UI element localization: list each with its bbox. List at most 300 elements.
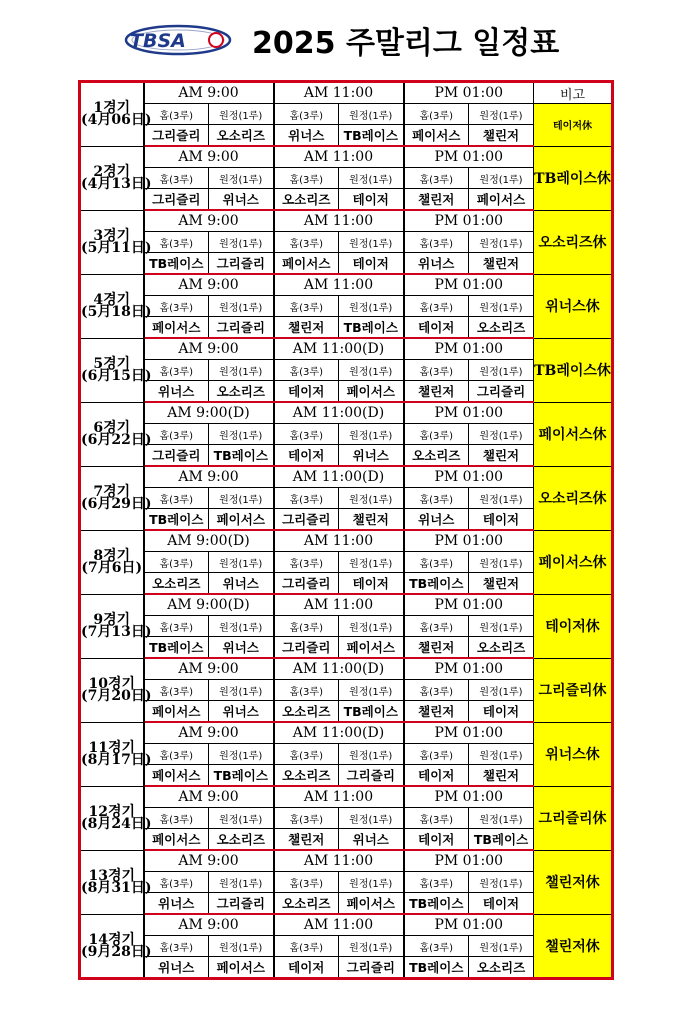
game-label xyxy=(80,274,152,338)
away-team: TB레이스 xyxy=(209,445,274,467)
time-slot: PM 01:00 xyxy=(404,210,534,232)
home-side-label: 홈(3루) xyxy=(404,360,469,381)
time-slot: PM 01:00 xyxy=(404,594,534,616)
game-6-side-row xyxy=(80,424,613,445)
home-side-label: 홈(3루) xyxy=(404,104,469,125)
time-slot: AM 9:00 xyxy=(144,338,274,360)
away-side-label: 원정(1루) xyxy=(339,488,404,509)
game-7-team-row xyxy=(80,509,613,531)
game-1-team-row xyxy=(80,125,613,147)
away-team: 페이서스 xyxy=(339,381,404,403)
away-side-label: 원정(1루) xyxy=(469,168,534,189)
game-round: 3경기 xyxy=(93,228,131,244)
away-side-label: 원정(1루) xyxy=(469,488,534,509)
rest-team-note: 그리즐리休 xyxy=(534,786,613,850)
home-team: 위너스 xyxy=(274,125,339,147)
away-team: TB레이스 xyxy=(209,765,274,787)
away-side-label: 원정(1루) xyxy=(469,104,534,125)
game-label xyxy=(80,850,152,914)
home-team: 위너스 xyxy=(144,381,209,403)
home-team: 오소리즈 xyxy=(274,701,339,723)
game-round: 6경기 xyxy=(93,420,131,436)
home-side-label: 홈(3루) xyxy=(274,488,339,509)
game-label xyxy=(80,146,152,210)
game-label xyxy=(80,722,152,786)
game-7-time-row xyxy=(80,466,613,488)
home-side-label: 홈(3루) xyxy=(274,296,339,317)
home-team: 그리즐리 xyxy=(274,509,339,531)
time-slot: AM 9:00 xyxy=(144,146,274,168)
time-slot: AM 9:00 xyxy=(144,82,274,104)
away-side-label: 원정(1루) xyxy=(469,232,534,253)
home-side-label: 홈(3루) xyxy=(144,360,209,381)
home-side-label: 홈(3루) xyxy=(274,104,339,125)
rest-team-note: 챌린저休 xyxy=(534,914,613,979)
rest-team-note: 위너스休 xyxy=(534,722,613,786)
game-date: (8月31日) xyxy=(81,880,152,896)
page-title: 2025 주말리그 일정표 xyxy=(252,26,560,61)
home-side-label: 홈(3루) xyxy=(144,936,209,957)
home-team: 오소리즈 xyxy=(274,765,339,787)
home-side-label: 홈(3루) xyxy=(404,872,469,893)
home-team: 그리즐리 xyxy=(144,189,209,211)
time-slot: AM 9:00 xyxy=(144,786,274,808)
time-slot: PM 01:00 xyxy=(404,786,534,808)
game-round: 5경기 xyxy=(93,356,131,372)
away-side-label: 원정(1루) xyxy=(209,744,274,765)
game-round: 8경기 xyxy=(93,548,131,564)
home-side-label: 홈(3루) xyxy=(404,680,469,701)
game-round: 10경기 xyxy=(88,676,136,692)
game-date: (6月15日) xyxy=(81,368,152,384)
away-team: TB레이스 xyxy=(339,317,404,339)
home-side-label: 홈(3루) xyxy=(144,296,209,317)
time-slot: AM 9:00 xyxy=(144,722,274,744)
game-3-time-row xyxy=(80,210,613,232)
away-team: 챌린저 xyxy=(469,253,534,275)
game-date: (7月13日) xyxy=(81,624,152,640)
away-team: 테이저 xyxy=(339,253,404,275)
rest-team-note: 챌린저休 xyxy=(534,850,613,914)
home-team: 챌린저 xyxy=(274,829,339,851)
game-14-team-row xyxy=(80,957,613,979)
away-side-label: 원정(1루) xyxy=(209,680,274,701)
away-team: 위너스 xyxy=(339,445,404,467)
game-date: (8月17日) xyxy=(81,752,152,768)
time-slot: AM 11:00 xyxy=(274,82,404,104)
game-3-side-row xyxy=(80,232,613,253)
home-side-label: 홈(3루) xyxy=(274,232,339,253)
game-date: (9月28日) xyxy=(81,943,152,960)
home-side-label: 홈(3루) xyxy=(404,232,469,253)
away-team: TB레이스 xyxy=(469,829,534,851)
home-team: 페이서스 xyxy=(404,125,469,147)
away-team: 테이저 xyxy=(469,509,534,531)
game-13-team-row xyxy=(80,893,613,915)
time-slot: AM 9:00 xyxy=(144,658,274,680)
away-side-label: 원정(1루) xyxy=(339,424,404,445)
game-14-time-row xyxy=(80,914,613,936)
game-1-side-row xyxy=(80,104,613,125)
game-11-team-row xyxy=(80,765,613,787)
away-side-label: 원정(1루) xyxy=(209,360,274,381)
time-slot: AM 9:00(D) xyxy=(144,402,274,424)
away-side-label: 원정(1루) xyxy=(339,296,404,317)
game-8-team-row xyxy=(80,573,613,595)
game-label xyxy=(80,402,152,466)
time-slot: PM 01:00 xyxy=(404,338,534,360)
away-side-label: 원정(1루) xyxy=(209,232,274,253)
game-4-team-row xyxy=(80,317,613,339)
home-team: 테이저 xyxy=(404,765,469,787)
time-slot: PM 01:00 xyxy=(404,850,534,872)
time-slot: AM 9:00(D) xyxy=(144,530,274,552)
game-round: 7경기 xyxy=(93,484,131,500)
away-side-label: 원정(1루) xyxy=(209,168,274,189)
away-side-label: 원정(1루) xyxy=(209,616,274,637)
home-team: 챌린저 xyxy=(404,381,469,403)
home-team: 그리즐리 xyxy=(144,445,209,467)
away-team: 페이서스 xyxy=(209,957,274,979)
game-label xyxy=(80,210,152,274)
home-side-label: 홈(3루) xyxy=(404,744,469,765)
away-side-label: 원정(1루) xyxy=(469,744,534,765)
game-4-time-row xyxy=(80,274,613,296)
away-side-label: 원정(1루) xyxy=(339,872,404,893)
away-team: 챌린저 xyxy=(339,509,404,531)
home-team: TB레이스 xyxy=(404,893,469,915)
away-team: 위너스 xyxy=(339,829,404,851)
away-side-label: 원정(1루) xyxy=(339,936,404,957)
game-label xyxy=(80,466,152,530)
home-side-label: 홈(3루) xyxy=(274,424,339,445)
away-team: 테이저 xyxy=(339,189,404,211)
away-team: 챌린저 xyxy=(469,765,534,787)
game-14-side-row xyxy=(80,936,613,957)
time-slot: AM 11:00(D) xyxy=(274,338,404,360)
time-slot: PM 01:00 xyxy=(404,402,534,424)
away-team: TB레이스 xyxy=(339,125,404,147)
home-team: TB레이스 xyxy=(144,509,209,531)
home-team: 페이서스 xyxy=(144,765,209,787)
home-side-label: 홈(3루) xyxy=(404,168,469,189)
rest-team-note: 오소리즈休 xyxy=(534,210,613,274)
rest-team-note: 그리즐리休 xyxy=(534,658,613,722)
away-team: 오소리즈 xyxy=(209,829,274,851)
away-team: 그리즐리 xyxy=(209,893,274,915)
game-2-time-row xyxy=(80,146,613,168)
home-team: 테이저 xyxy=(274,381,339,403)
home-team: 페이서스 xyxy=(274,253,339,275)
game-9-side-row xyxy=(80,616,613,637)
game-12-side-row xyxy=(80,808,613,829)
game-13-time-row xyxy=(80,850,613,872)
away-team: 그리즐리 xyxy=(209,253,274,275)
game-label xyxy=(80,594,152,658)
game-date: (8月24日) xyxy=(81,816,152,832)
home-team: TB레이스 xyxy=(404,573,469,595)
game-2-side-row xyxy=(80,168,613,189)
away-side-label: 원정(1루) xyxy=(469,424,534,445)
away-side-label: 원정(1루) xyxy=(209,296,274,317)
away-team: TB레이스 xyxy=(339,701,404,723)
game-label xyxy=(80,914,152,979)
game-date: (6月22日) xyxy=(81,432,152,448)
home-side-label: 홈(3루) xyxy=(404,616,469,637)
away-side-label: 원정(1루) xyxy=(339,360,404,381)
home-side-label: 홈(3루) xyxy=(404,296,469,317)
game-8-side-row xyxy=(80,552,613,573)
game-4-side-row xyxy=(80,296,613,317)
home-side-label: 홈(3루) xyxy=(144,808,209,829)
home-team: 테이저 xyxy=(404,829,469,851)
home-team: 페이서스 xyxy=(144,317,209,339)
game-10-time-row xyxy=(80,658,613,680)
game-9-team-row xyxy=(80,637,613,659)
home-side-label: 홈(3루) xyxy=(274,616,339,637)
rest-team-note: TB레이스休 xyxy=(534,338,613,402)
away-side-label: 원정(1루) xyxy=(469,616,534,637)
game-round: 1경기 xyxy=(93,100,131,117)
game-1-time-row xyxy=(80,82,613,104)
logo-text: TBSA xyxy=(130,30,186,52)
home-side-label: 홈(3루) xyxy=(404,552,469,573)
page-header xyxy=(0,0,700,78)
time-slot: AM 9:00 xyxy=(144,466,274,488)
time-slot: AM 11:00(D) xyxy=(274,402,404,424)
away-team: 챌린저 xyxy=(469,445,534,467)
home-team: 위너스 xyxy=(404,253,469,275)
game-3-team-row xyxy=(80,253,613,275)
time-slot: PM 01:00 xyxy=(404,146,534,168)
game-round: 2경기 xyxy=(93,164,131,180)
rest-team-note: 테이저休 xyxy=(534,104,613,147)
away-team: 오소리즈 xyxy=(469,637,534,659)
away-team: 그리즐리 xyxy=(339,957,404,979)
game-12-time-row xyxy=(80,786,613,808)
game-11-time-row xyxy=(80,722,613,744)
time-slot: PM 01:00 xyxy=(404,530,534,552)
away-side-label: 원정(1루) xyxy=(339,680,404,701)
away-team: 그리즐리 xyxy=(469,381,534,403)
away-side-label: 원정(1루) xyxy=(339,104,404,125)
tbsa-logo xyxy=(120,22,232,58)
away-team: 그리즐리 xyxy=(339,765,404,787)
game-round: 9경기 xyxy=(93,612,131,628)
home-side-label: 홈(3루) xyxy=(144,424,209,445)
rest-team-note: 페이서스休 xyxy=(534,530,613,594)
home-side-label: 홈(3루) xyxy=(144,168,209,189)
game-5-side-row xyxy=(80,360,613,381)
home-side-label: 홈(3루) xyxy=(144,616,209,637)
away-side-label: 원정(1루) xyxy=(209,936,274,957)
home-team: 페이서스 xyxy=(144,701,209,723)
away-side-label: 원정(1루) xyxy=(209,104,274,125)
game-label xyxy=(80,338,152,402)
rest-team-note: 페이서스休 xyxy=(534,402,613,466)
home-team: 오소리즈 xyxy=(274,189,339,211)
game-13-side-row xyxy=(80,872,613,893)
game-date: (4月13日) xyxy=(81,176,152,192)
game-round: 11경기 xyxy=(88,740,136,756)
game-5-team-row xyxy=(80,381,613,403)
game-round: 14경기 xyxy=(88,931,136,948)
home-team: 테이저 xyxy=(274,957,339,979)
away-side-label: 원정(1루) xyxy=(469,936,534,957)
time-slot: AM 9:00 xyxy=(144,914,274,936)
away-side-label: 원정(1루) xyxy=(469,360,534,381)
away-side-label: 원정(1루) xyxy=(339,808,404,829)
away-team: 테이저 xyxy=(469,893,534,915)
away-side-label: 원정(1루) xyxy=(209,808,274,829)
home-team: TB레이스 xyxy=(144,253,209,275)
away-team: 위너스 xyxy=(209,189,274,211)
home-team: TB레이스 xyxy=(144,637,209,659)
schedule-table xyxy=(78,80,614,980)
away-team: 위너스 xyxy=(209,637,274,659)
away-side-label: 원정(1루) xyxy=(339,552,404,573)
away-team: 테이저 xyxy=(339,573,404,595)
game-6-time-row xyxy=(80,402,613,424)
away-team: 페이서스 xyxy=(469,189,534,211)
home-side-label: 홈(3루) xyxy=(274,872,339,893)
away-team: 위너스 xyxy=(209,701,274,723)
game-date: (4月06日) xyxy=(81,112,152,129)
home-side-label: 홈(3루) xyxy=(274,168,339,189)
time-slot: PM 01:00 xyxy=(404,722,534,744)
home-side-label: 홈(3루) xyxy=(274,680,339,701)
away-side-label: 원정(1루) xyxy=(209,488,274,509)
note-header: 비고 xyxy=(534,82,613,104)
time-slot: PM 01:00 xyxy=(404,466,534,488)
away-team: 페이서스 xyxy=(209,509,274,531)
game-date: (7月20日) xyxy=(81,688,152,704)
rest-team-note: TB레이스休 xyxy=(534,146,613,210)
home-side-label: 홈(3루) xyxy=(404,936,469,957)
away-team: 오소리즈 xyxy=(209,125,274,147)
home-team: TB레이스 xyxy=(404,957,469,979)
home-team: 위너스 xyxy=(144,893,209,915)
game-round: 12경기 xyxy=(88,804,136,820)
time-slot: AM 11:00(D) xyxy=(274,658,404,680)
home-side-label: 홈(3루) xyxy=(144,488,209,509)
game-2-team-row xyxy=(80,189,613,211)
game-round: 13경기 xyxy=(88,868,136,884)
home-side-label: 홈(3루) xyxy=(274,936,339,957)
time-slot: AM 11:00 xyxy=(274,530,404,552)
game-5-time-row xyxy=(80,338,613,360)
away-side-label: 원정(1루) xyxy=(339,744,404,765)
game-label xyxy=(80,658,152,722)
home-side-label: 홈(3루) xyxy=(144,872,209,893)
away-team: 페이서스 xyxy=(339,637,404,659)
time-slot: PM 01:00 xyxy=(404,914,534,936)
game-9-time-row xyxy=(80,594,613,616)
home-side-label: 홈(3루) xyxy=(404,808,469,829)
away-team: 위너스 xyxy=(209,573,274,595)
game-date: (7月6日) xyxy=(81,560,143,576)
time-slot: PM 01:00 xyxy=(404,274,534,296)
game-7-side-row xyxy=(80,488,613,509)
away-team: 오소리즈 xyxy=(209,381,274,403)
home-team: 테이저 xyxy=(404,317,469,339)
time-slot: AM 9:00 xyxy=(144,850,274,872)
home-side-label: 홈(3루) xyxy=(274,744,339,765)
game-date: (5月18日) xyxy=(81,304,152,320)
home-side-label: 홈(3루) xyxy=(274,360,339,381)
game-date: (6月29日) xyxy=(81,496,152,512)
home-team: 페이서스 xyxy=(144,829,209,851)
time-slot: PM 01:00 xyxy=(404,82,534,104)
away-side-label: 원정(1루) xyxy=(209,424,274,445)
home-team: 오소리즈 xyxy=(404,445,469,467)
away-side-label: 원정(1루) xyxy=(209,552,274,573)
home-team: 챌린저 xyxy=(274,317,339,339)
rest-team-note: 테이저休 xyxy=(534,594,613,658)
away-side-label: 원정(1루) xyxy=(469,872,534,893)
game-round: 4경기 xyxy=(93,292,131,308)
game-11-side-row xyxy=(80,744,613,765)
time-slot: AM 11:00 xyxy=(274,274,404,296)
rest-team-note: 위너스休 xyxy=(534,274,613,338)
away-side-label: 원정(1루) xyxy=(339,232,404,253)
time-slot: AM 11:00(D) xyxy=(274,722,404,744)
home-side-label: 홈(3루) xyxy=(144,680,209,701)
away-team: 오소리즈 xyxy=(469,957,534,979)
game-8-time-row xyxy=(80,530,613,552)
home-team: 오소리즈 xyxy=(144,573,209,595)
home-team: 그리즐리 xyxy=(144,125,209,147)
home-team: 위너스 xyxy=(404,509,469,531)
home-side-label: 홈(3루) xyxy=(144,232,209,253)
home-team: 그리즐리 xyxy=(274,637,339,659)
away-team: 페이서스 xyxy=(339,893,404,915)
time-slot: AM 11:00 xyxy=(274,914,404,936)
game-12-team-row xyxy=(80,829,613,851)
home-team: 그리즐리 xyxy=(274,573,339,595)
home-side-label: 홈(3루) xyxy=(144,744,209,765)
schedule-body xyxy=(80,82,613,979)
away-side-label: 원정(1루) xyxy=(209,872,274,893)
home-team: 챌린저 xyxy=(404,701,469,723)
rest-team-note: 오소리즈休 xyxy=(534,466,613,530)
time-slot: AM 11:00(D) xyxy=(274,466,404,488)
game-date: (5月11日) xyxy=(81,240,152,256)
away-team: 챌린저 xyxy=(469,125,534,147)
game-6-team-row xyxy=(80,445,613,467)
game-label xyxy=(80,530,144,594)
home-side-label: 홈(3루) xyxy=(144,552,209,573)
time-slot: AM 9:00(D) xyxy=(144,594,274,616)
home-side-label: 홈(3루) xyxy=(274,552,339,573)
home-team: 챌린저 xyxy=(404,637,469,659)
away-side-label: 원정(1루) xyxy=(469,680,534,701)
home-team: 챌린저 xyxy=(404,189,469,211)
time-slot: AM 9:00 xyxy=(144,274,274,296)
away-side-label: 원정(1루) xyxy=(469,808,534,829)
home-side-label: 홈(3루) xyxy=(404,488,469,509)
away-team: 그리즐리 xyxy=(209,317,274,339)
home-side-label: 홈(3루) xyxy=(274,808,339,829)
away-side-label: 원정(1루) xyxy=(469,296,534,317)
away-side-label: 원정(1루) xyxy=(469,552,534,573)
home-side-label: 홈(3루) xyxy=(404,424,469,445)
away-side-label: 원정(1루) xyxy=(339,168,404,189)
away-team: 테이저 xyxy=(469,701,534,723)
game-label xyxy=(80,786,152,850)
away-team: 오소리즈 xyxy=(469,317,534,339)
time-slot: AM 11:00 xyxy=(274,850,404,872)
